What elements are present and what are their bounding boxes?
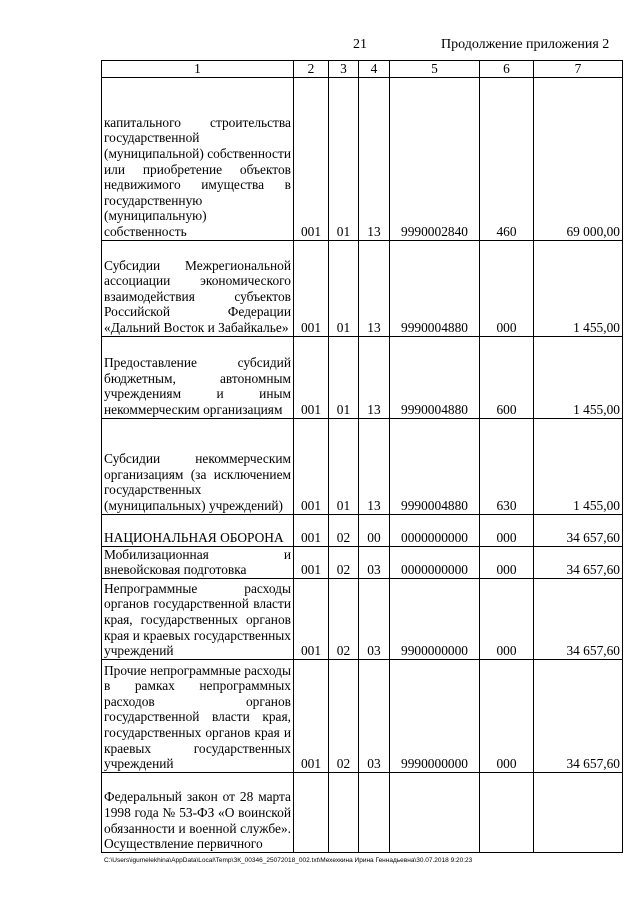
cell-expense-type: 600 [480,336,534,418]
row-name: Субсидии некоммерческим организациям (за исключением государственных (муниципальных) учреждений) [102,418,294,514]
cell-code [294,772,329,852]
cell-amount: 34 657,60 [534,514,623,546]
cell-subsection: 13 [359,336,390,418]
row-name: Субсидии Межрегиональной ассоциации экономического взаимодействия субъектов Российской Федерации «Дальний Восток и Забайкалье» [102,240,294,336]
header-cell: 6 [480,61,534,78]
cell-expense-type: 000 [480,659,534,772]
cell-target-article: 9990004880 [390,240,480,336]
continuation-label: Продолжение приложения 2 [441,37,610,52]
cell-amount [534,772,623,852]
row-name: Предоставление субсидий бюджетным, автономным учреждениям и иным некоммерческим организациям [102,336,294,418]
header-cell: 1 [102,61,294,78]
table-row [102,772,623,852]
cell-target-article: 0000000000 [390,546,480,578]
cell-expense-type: 000 [480,240,534,336]
row-name: капитального строительства государственной (муниципальной) собственности или приобретение объектов недвижимого имущества в государственную (муниципальную) собственность [102,77,294,240]
cell-target-article: 9990002840 [390,77,480,240]
cell-section: 02 [329,659,359,772]
table-row [102,659,623,772]
cell-amount: 1 455,00 [534,418,623,514]
cell-code: 001 [294,659,329,772]
row-name: Федеральный закон от 28 марта 1998 года № 53-ФЗ «О воинской обязанности и военной службе». Осуществление первичного [102,772,294,852]
cell-amount: 1 455,00 [534,336,623,418]
cell-target-article: 9990004880 [390,336,480,418]
cell-amount: 34 657,60 [534,578,623,659]
cell-expense-type: 000 [480,546,534,578]
row-name: Непрограммные расходы органов государственной власти края, государственных органов края и краевых государственных учреждений [102,578,294,659]
cell-amount: 1 455,00 [534,240,623,336]
cell-section: 01 [329,418,359,514]
cell-section: 02 [329,578,359,659]
cell-code: 001 [294,77,329,240]
cell-expense-type: 000 [480,514,534,546]
table-row [102,77,623,240]
table-row [102,514,623,546]
row-name: Мобилизационная и вневойсковая подготовка [102,546,294,578]
cell-amount: 69 000,00 [534,77,623,240]
cell-amount: 34 657,60 [534,546,623,578]
cell-subsection: 03 [359,546,390,578]
header-cell: 7 [534,61,623,78]
cell-amount: 34 657,60 [534,659,623,772]
row-name: НАЦИОНАЛЬНАЯ ОБОРОНА [102,514,294,546]
cell-code: 001 [294,240,329,336]
cell-code: 001 [294,514,329,546]
cell-code: 001 [294,546,329,578]
cell-section: 01 [329,336,359,418]
cell-code: 001 [294,578,329,659]
header-cell: 4 [359,61,390,78]
cell-section: 01 [329,240,359,336]
cell-target-article [390,772,480,852]
cell-code: 001 [294,418,329,514]
budget-table [101,60,623,853]
cell-subsection: 13 [359,418,390,514]
cell-section: 02 [329,546,359,578]
file-path-footer: C:\Users\igumelekhina\AppData\Local\Temp\ЗК_00346_25072018_002.txt\Мехехкина Ирина Геннадьевна\30.07.2018 9:20:23 [104,857,473,864]
cell-expense-type: 630 [480,418,534,514]
table-row [102,546,623,578]
table-row [102,578,623,659]
header-cell: 5 [390,61,480,78]
cell-subsection: 03 [359,659,390,772]
cell-target-article: 9990004880 [390,418,480,514]
cell-target-article: 0000000000 [390,514,480,546]
page-number: 21 [353,37,367,52]
cell-section [329,772,359,852]
cell-expense-type: 460 [480,77,534,240]
table-row [102,418,623,514]
cell-subsection: 00 [359,514,390,546]
row-name: Прочие непрограммные расходы в рамках непрограммных расходов органов государственной власти края, государственных органов края и краевых государственных учреждений [102,659,294,772]
cell-target-article: 9990000000 [390,659,480,772]
cell-subsection: 03 [359,578,390,659]
header-cell: 2 [294,61,329,78]
cell-expense-type [480,772,534,852]
cell-expense-type: 000 [480,578,534,659]
table-row [102,240,623,336]
cell-section: 01 [329,77,359,240]
cell-subsection [359,772,390,852]
cell-subsection: 13 [359,240,390,336]
cell-code: 001 [294,336,329,418]
table-header-row [102,61,623,78]
cell-target-article: 9900000000 [390,578,480,659]
header-cell: 3 [329,61,359,78]
cell-section: 02 [329,514,359,546]
table-row [102,336,623,418]
cell-subsection: 13 [359,77,390,240]
